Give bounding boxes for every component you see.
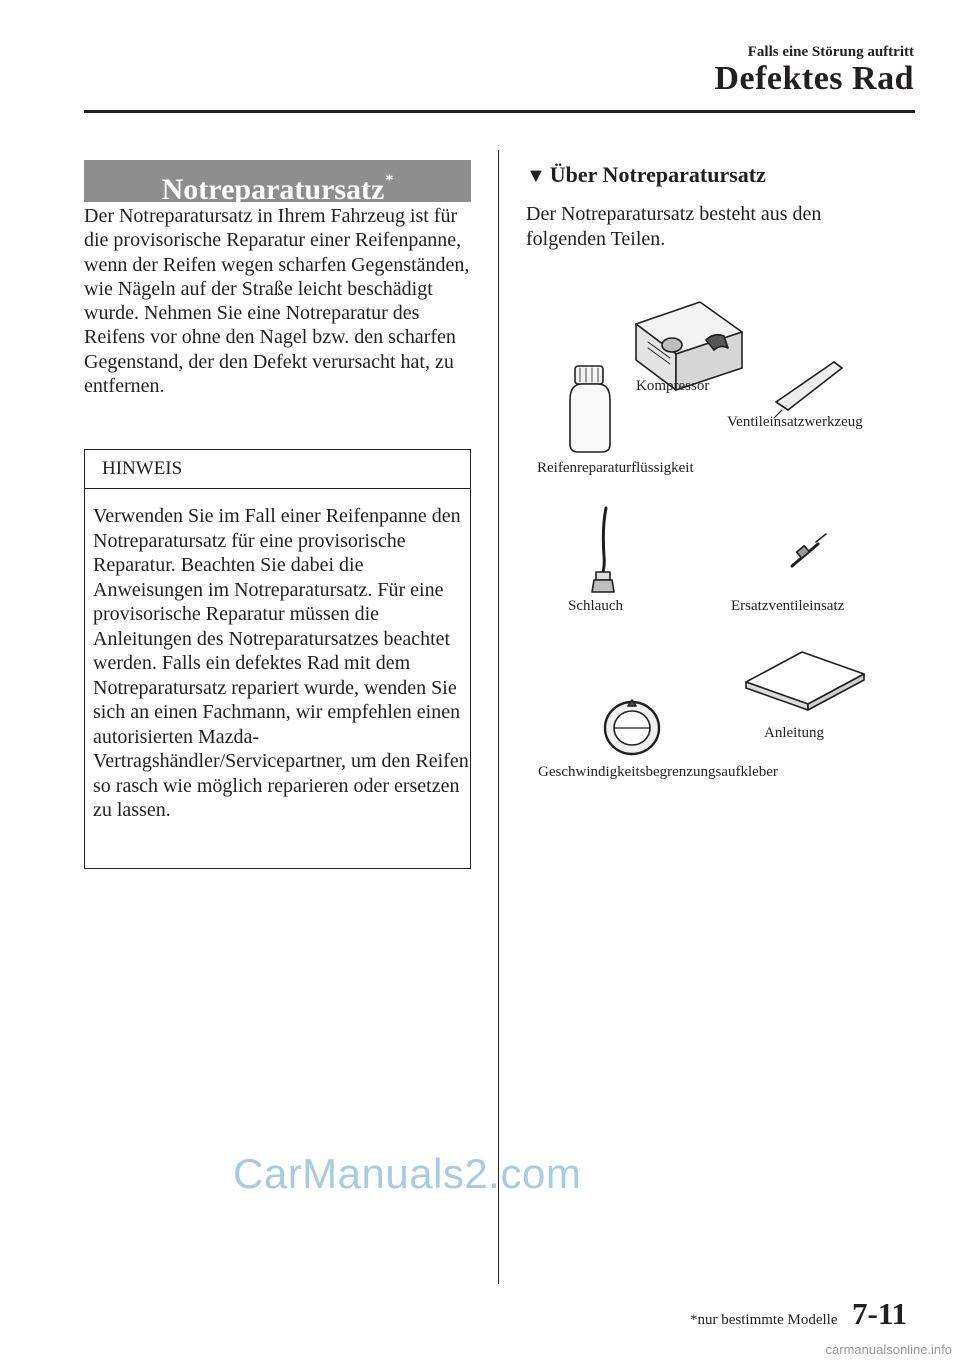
section-heading: Notreparatursatz bbox=[161, 173, 385, 206]
hose-icon bbox=[592, 508, 614, 592]
label-speed-sticker: Geschwindigkeitsbegrenzungsaufkleber bbox=[538, 764, 778, 780]
watermark-text: CarManuals2.com bbox=[233, 1150, 582, 1197]
spare-valve-core-icon bbox=[792, 534, 826, 566]
label-sealant: Reifenreparaturflüssigkeit bbox=[537, 460, 694, 476]
section-heading-banner bbox=[84, 160, 471, 206]
manual-icon bbox=[746, 652, 864, 710]
section-title: Falls eine Störung auftritt bbox=[747, 44, 914, 60]
page-number: 7-11 bbox=[852, 1296, 908, 1331]
intro-paragraph: Der Notreparatursatz in Ihrem Fahrzeug ist für die provisorische Reparatur einer Reifenpanne, wenn der Reifen wegen scharfen Gegenständen, wie Nägeln auf der Straße leicht beschädigt wurde. Nehmen Sie eine Notreparatur des Reifens vor ohne den Nagel bzw. den scharfen Gegenstand, der den Defekt verursacht hat, zu entfernen. bbox=[84, 205, 470, 398]
repair-kit-illustration bbox=[520, 290, 920, 800]
note-box bbox=[84, 449, 471, 869]
label-compressor: Kompressor bbox=[636, 378, 710, 394]
footnote: *nur bestimmte Modelle bbox=[690, 1312, 838, 1328]
compressor-icon bbox=[636, 302, 742, 390]
subsection-heading bbox=[526, 160, 766, 191]
footer-url: carmanualsonline.info bbox=[825, 1342, 952, 1357]
kit-intro-paragraph: Der Notreparatursatz besteht aus den folgenden Teilen. bbox=[526, 203, 822, 250]
speed-sticker-icon bbox=[605, 700, 659, 754]
note-text: Verwenden Sie im Fall einer Reifenpanne den Notreparatursatz für eine provisorische Reparatur. Beachten Sie dabei die Anweisungen im Notreparatursatz. Für eine provisorische Reparatur müssen die Anleitungen des Notreparatursatzes beachtet werden. Falls ein defektes Rad mit dem Notreparatursatz repariert wurde, wenden Sie sich an einen Fachmann, wir empfehlen einen autorisierten Mazda-Vertragshändler/Servicepartner, um den Reifen so rasch wie möglich reparieren oder ersetzen zu lassen. bbox=[93, 505, 469, 821]
subsection-heading-text: Über Notreparatursatz bbox=[549, 162, 766, 187]
note-title: HINWEIS bbox=[85, 450, 470, 489]
label-hose: Schlauch bbox=[568, 598, 623, 614]
label-manual: Anleitung bbox=[764, 725, 824, 741]
column-divider bbox=[498, 150, 499, 1284]
valve-tool-icon bbox=[774, 362, 842, 418]
model-footnote-mark: * bbox=[385, 172, 394, 189]
header-rule bbox=[84, 110, 915, 113]
triangle-marker-icon: ▼ bbox=[526, 165, 546, 187]
sealant-bottle-icon bbox=[570, 366, 610, 452]
chapter-title: Defektes Rad bbox=[714, 60, 914, 97]
label-spare-valve: Ersatzventileinsatz bbox=[731, 598, 845, 614]
label-valve-tool: Ventileinsatzwerkzeug bbox=[727, 414, 863, 430]
